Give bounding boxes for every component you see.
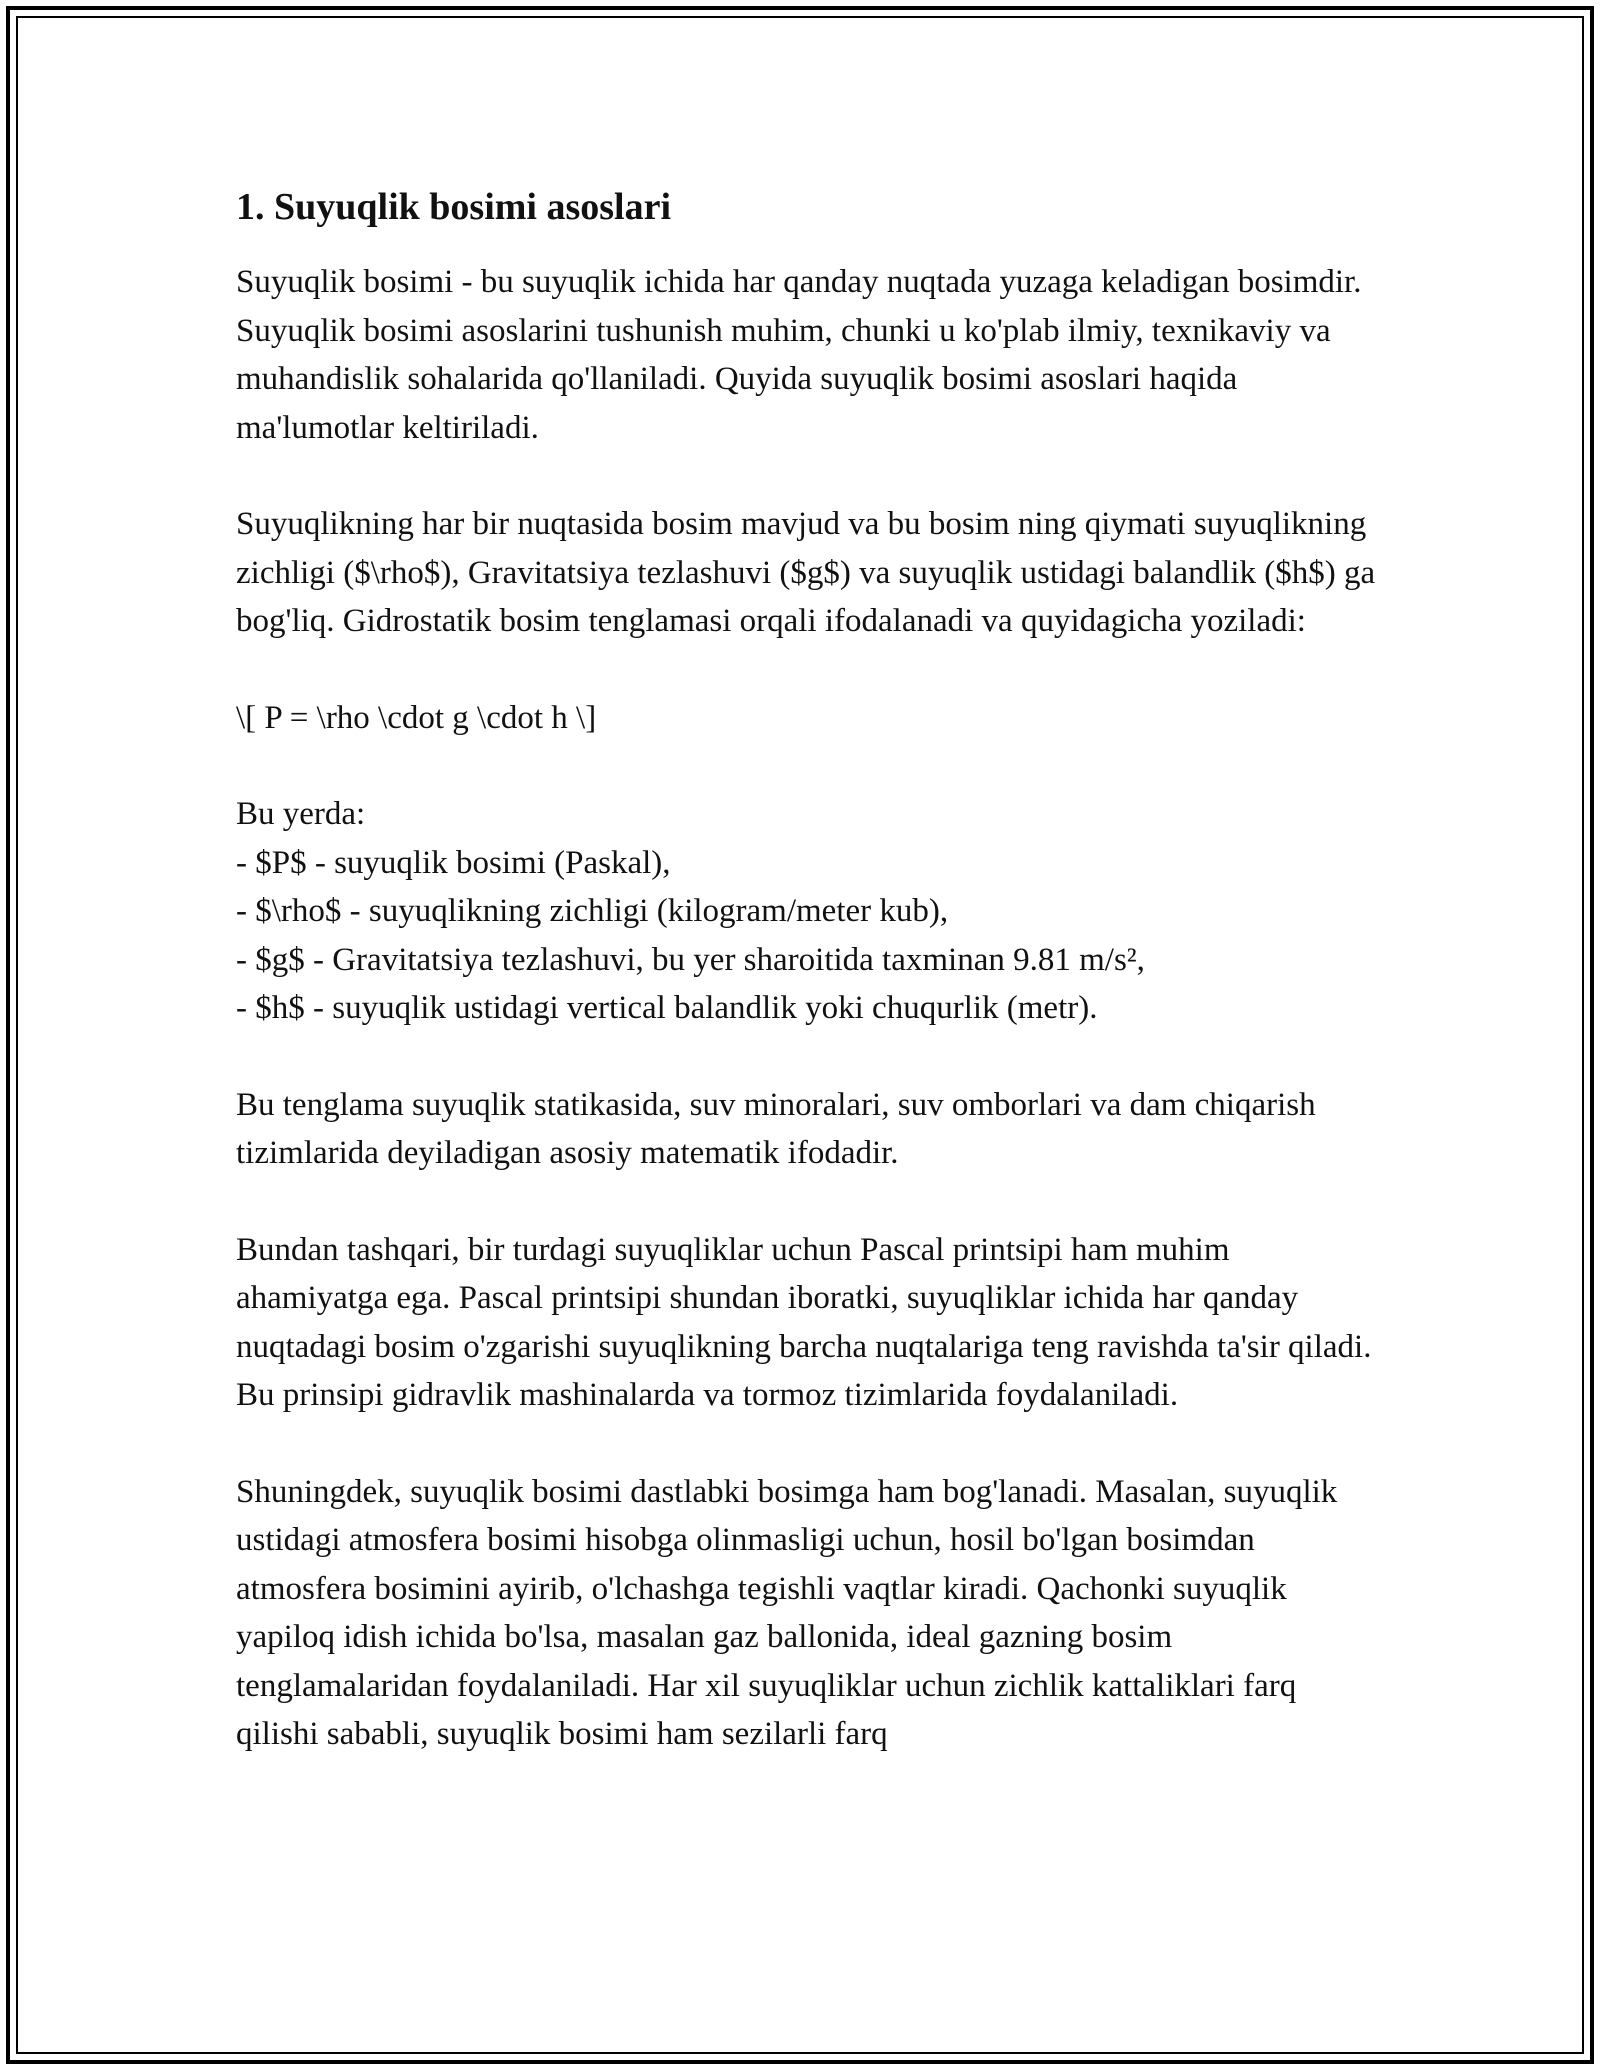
paragraph-pressure-dependence: Suyuqlikning har bir nuqtasida bosim mavjud va bu bosim ning qiymati suyuqlikning zichligi ($\rho$), Gravitatsiya tezlashuvi ($g$) va suyuqlik ustidagi balandlik ($h$) ga bog'liq. Gidrostatik bosim tenglamasi orqali ifodalanadi va quyidagicha yoziladi: bbox=[236, 506, 1376, 640]
list-item: - $g$ - Gravitatsiya tezlashuvi, bu yer sharoitida taxminan 9.81 m/s², bbox=[236, 941, 1145, 978]
paragraph-pascal-principle: Bundan tashqari, bir turdagi suyuqliklar uchun Pascal printsipi ham muhim ahamiyatga ega. Pascal printsipi shundan iboratki, suyuqliklar ichida har qanday nuqtadagi bosim o'zgarishi suyuqlikning barcha nuqtalariga teng ravishda ta'sir qiladi. Bu prinsipi gidravlik mashinalarda va tormoz tizimlarida foydalaniladi. bbox=[236, 1231, 1372, 1414]
where-intro: Bu yerda: bbox=[236, 796, 366, 833]
section-heading: 1. Suyuqlik bosimi asoslari bbox=[236, 186, 672, 228]
list-item: - $\rho$ - suyuqlikning zichligi (kilogram/meter kub), bbox=[236, 893, 949, 930]
paragraph-intro: Suyuqlik bosimi - bu suyuqlik ichida har qanday nuqtada yuzaga keladigan bosimdir. Suyuqlik bosimi asoslarini tushunish muhim, chunki u ko'plab ilmiy, texnikaviy va muhandislik sohalarida qo'llaniladi. Quyida suyuqlik bosimi asoslari haqida ma'lumotlar keltiriladi. bbox=[236, 264, 1362, 446]
document-body bbox=[236, 183, 1376, 1807]
variable-definitions bbox=[236, 790, 1376, 1033]
formula-hydrostatic: \[ P = \rho \cdot g \cdot h \] bbox=[236, 699, 597, 736]
list-item: - $h$ - suyuqlik ustidagi vertical balandlik yoki chuqurlik (metr). bbox=[236, 990, 1098, 1027]
paragraph-initial-pressure: Shuningdek, suyuqlik bosimi dastlabki bosimga ham bog'lanadi. Masalan, suyuqlik ustidagi atmosfera bosimi hisobga olinmasligi uchun, hosil bo'lgan bosimdan atmosfera bosimini ayirib, o'lchashga tegishli vaqtlar kiradi. Qachonki suyuqlik yapiloq idish ichida bo'lsa, masalan gaz ballonida, ideal gazning bosim tenglamalaridan foydalaniladi. Har xil suyuqliklar uchun zichlik kattaliklari farq qilishi sababli, suyuqlik bosimi ham sezilarli farq bbox=[236, 1473, 1338, 1753]
paragraph-applications: Bu tenglama suyuqlik statikasida, suv minoralari, suv omborlari va dam chiqarish tizimlarida deyiladigan asosiy matematik ifodadir. bbox=[236, 1086, 1316, 1172]
list-item: - $P$ - suyuqlik bosimi (Paskal), bbox=[236, 844, 671, 881]
